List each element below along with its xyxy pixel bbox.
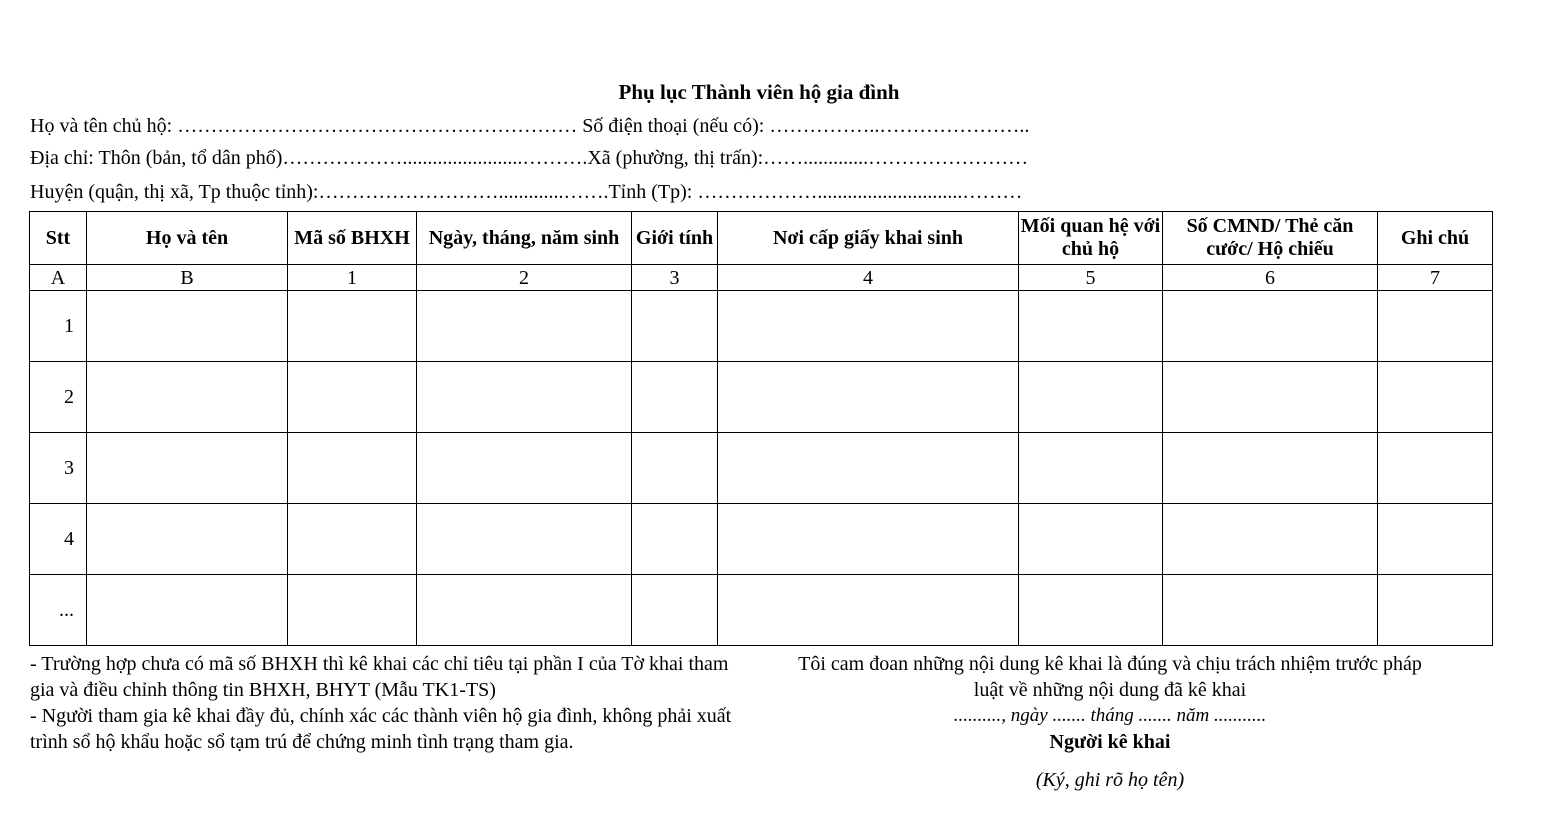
date-line: .........., ngày ....... tháng ....... năm ........... bbox=[953, 705, 1267, 726]
birth-date-cell[interactable] bbox=[417, 291, 632, 362]
bhxh-cell[interactable] bbox=[288, 433, 417, 504]
table-row bbox=[30, 433, 1493, 504]
index-cell: 2 bbox=[417, 265, 632, 291]
birth-date-cell[interactable] bbox=[417, 362, 632, 433]
header-name: Họ và tên bbox=[87, 212, 288, 265]
header-note: Ghi chú bbox=[1378, 212, 1493, 265]
note-item: - Người tham gia kê khai đầy đủ, chính xác các thành viên hộ gia đình, không phải xuất trình sổ hộ khẩu hoặc sổ tạm trú để chứng minh tình trạng tham gia. bbox=[30, 705, 732, 753]
index-cell: 5 bbox=[1019, 265, 1163, 291]
index-cell: 3 bbox=[632, 265, 718, 291]
bhxh-cell[interactable] bbox=[288, 291, 417, 362]
index-cell: B bbox=[87, 265, 288, 291]
table-row bbox=[30, 291, 1493, 362]
index-cell: 7 bbox=[1378, 265, 1493, 291]
birth-place-cell[interactable] bbox=[718, 362, 1019, 433]
relationship-cell[interactable] bbox=[1019, 362, 1163, 433]
birth-date-cell[interactable] bbox=[417, 504, 632, 575]
bhxh-cell[interactable] bbox=[288, 504, 417, 575]
pledge-text: Tôi cam đoan những nội dung kê khai là đúng và chịu trách nhiệm trước pháp luật về những nội dung đã kê khai bbox=[798, 653, 1422, 701]
gender-cell[interactable] bbox=[632, 362, 718, 433]
row-number: 1 bbox=[30, 291, 87, 362]
birth-place-cell[interactable] bbox=[718, 504, 1019, 575]
signature-hint: (Ký, ghi rõ họ tên) bbox=[1035, 769, 1185, 791]
relationship-cell[interactable] bbox=[1019, 504, 1163, 575]
header-stt: Stt bbox=[30, 212, 87, 265]
notes-block bbox=[30, 651, 750, 755]
note-cell[interactable] bbox=[1378, 291, 1493, 362]
gender-cell[interactable] bbox=[632, 575, 718, 646]
id-number-cell[interactable] bbox=[1163, 362, 1378, 433]
bhxh-cell[interactable] bbox=[288, 362, 417, 433]
table-row bbox=[30, 575, 1493, 646]
relationship-cell[interactable] bbox=[1019, 433, 1163, 504]
name-cell[interactable] bbox=[87, 433, 288, 504]
id-number-cell[interactable] bbox=[1163, 504, 1378, 575]
name-cell[interactable] bbox=[87, 362, 288, 433]
table-row bbox=[30, 362, 1493, 433]
row-number: 2 bbox=[30, 362, 87, 433]
header-id-number: Số CMND/ Thẻ căn cước/ Hộ chiếu bbox=[1163, 212, 1378, 265]
header-gender: Giới tính bbox=[632, 212, 718, 265]
row-number: ... bbox=[30, 575, 87, 646]
page-title: Phụ lục Thành viên hộ gia đình bbox=[618, 80, 900, 104]
index-cell: A bbox=[30, 265, 87, 291]
id-number-cell[interactable] bbox=[1163, 575, 1378, 646]
note-cell[interactable] bbox=[1378, 433, 1493, 504]
birth-place-cell[interactable] bbox=[718, 291, 1019, 362]
header-social-insurance-code: Mã số BHXH bbox=[288, 212, 417, 265]
household-head-line: Họ và tên chủ hộ: …………………………………………………… Số điện thoại (nếu có): ……………..………………….. bbox=[30, 115, 1030, 137]
header-birth-date: Ngày, tháng, năm sinh bbox=[417, 212, 632, 265]
gender-cell[interactable] bbox=[632, 504, 718, 575]
members-table bbox=[29, 211, 1493, 646]
gender-cell[interactable] bbox=[632, 291, 718, 362]
header-birth-certificate-place: Nơi cấp giấy khai sinh bbox=[718, 212, 1019, 265]
birth-place-cell[interactable] bbox=[718, 575, 1019, 646]
relationship-cell[interactable] bbox=[1019, 575, 1163, 646]
note-cell[interactable] bbox=[1378, 575, 1493, 646]
signer-title: Người kê khai bbox=[1049, 731, 1171, 753]
gender-cell[interactable] bbox=[632, 433, 718, 504]
index-cell: 4 bbox=[718, 265, 1019, 291]
note-cell[interactable] bbox=[1378, 362, 1493, 433]
header-relationship: Mối quan hệ với chủ hộ bbox=[1019, 212, 1163, 265]
name-cell[interactable] bbox=[87, 575, 288, 646]
birth-place-cell[interactable] bbox=[718, 433, 1019, 504]
index-cell: 1 bbox=[288, 265, 417, 291]
name-cell[interactable] bbox=[87, 291, 288, 362]
row-number: 4 bbox=[30, 504, 87, 575]
id-number-cell[interactable] bbox=[1163, 433, 1378, 504]
note-cell[interactable] bbox=[1378, 504, 1493, 575]
table-row bbox=[30, 504, 1493, 575]
bhxh-cell[interactable] bbox=[288, 575, 417, 646]
signature-block bbox=[795, 651, 1425, 793]
address-line: Địa chỉ: Thôn (bản, tổ dân phố)………………........................……….Xã (phường, thị trấn):…….............…………………… bbox=[30, 147, 1029, 169]
name-cell[interactable] bbox=[87, 504, 288, 575]
relationship-cell[interactable] bbox=[1019, 291, 1163, 362]
index-cell: 6 bbox=[1163, 265, 1378, 291]
row-number: 3 bbox=[30, 433, 87, 504]
birth-date-cell[interactable] bbox=[417, 575, 632, 646]
id-number-cell[interactable] bbox=[1163, 291, 1378, 362]
district-line: Huyện (quận, thị xã, Tp thuộc tỉnh):……………………….............…….Tỉnh (Tp): ……………….............................……… bbox=[30, 181, 1023, 203]
note-item: - Trường hợp chưa có mã số BHXH thì kê khai các chỉ tiêu tại phần I của Tờ khai tham gia và điều chỉnh thông tin BHXH, BHYT (Mẫu TK1-TS) bbox=[30, 653, 729, 701]
birth-date-cell[interactable] bbox=[417, 433, 632, 504]
